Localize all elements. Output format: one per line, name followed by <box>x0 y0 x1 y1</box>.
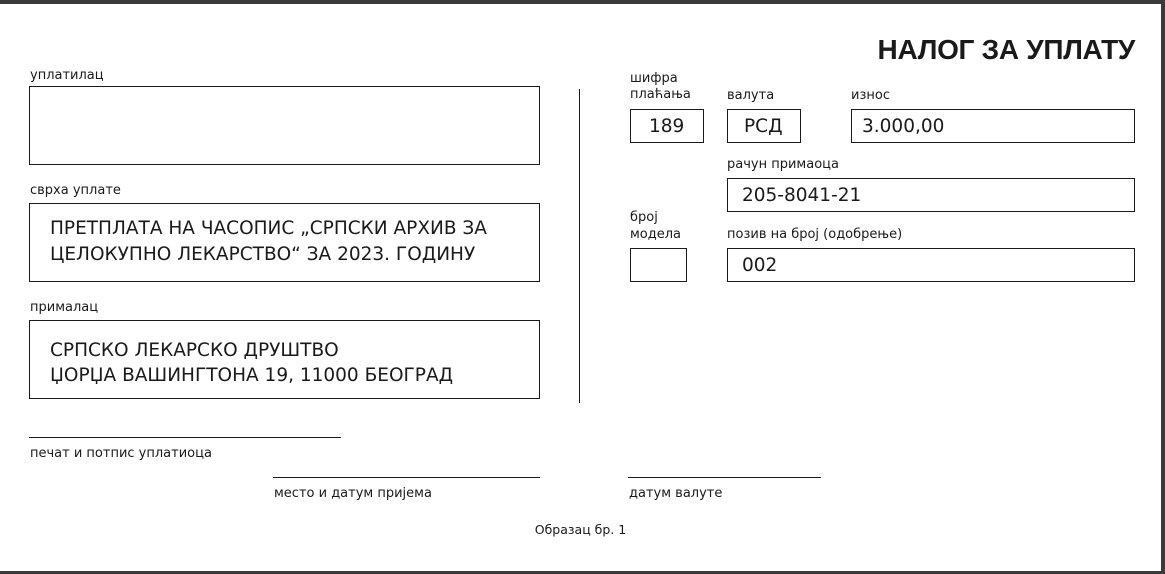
recipient-account-field[interactable] <box>727 178 1135 212</box>
amount-label: износ <box>851 88 890 103</box>
payment-order-form <box>0 4 1161 571</box>
form-title: НАЛОГ ЗА УПЛАТУ <box>877 34 1135 65</box>
amount-field[interactable] <box>851 109 1135 143</box>
column-divider <box>579 89 580 403</box>
place-date-label: место и датум пријема <box>274 486 432 501</box>
signature-line <box>29 437 341 438</box>
amount-value: 3.000,00 <box>862 116 945 137</box>
recipient-label: прималац <box>30 300 99 315</box>
reference-number-value: 002 <box>742 255 778 276</box>
payer-label: уплатилац <box>30 68 104 83</box>
payment-code-label-2: плаћања <box>630 87 691 102</box>
reference-number-label: позив на број (одобрење) <box>727 227 903 242</box>
recipient-account-value: 205-8041-21 <box>742 185 862 206</box>
model-number-field[interactable] <box>630 248 687 282</box>
signature-label: печат и потпис уплатиоца <box>30 446 212 461</box>
payer-field[interactable] <box>29 86 540 165</box>
value-date-label: датум валуте <box>629 486 723 501</box>
purpose-field[interactable] <box>29 203 540 282</box>
model-number-label-1: број <box>630 210 658 225</box>
reference-number-field[interactable] <box>727 248 1135 282</box>
payment-code-value: 189 <box>649 116 685 137</box>
recipient-account-label: рачун примаоца <box>727 157 839 172</box>
payment-code-field[interactable] <box>630 109 704 143</box>
purpose-line-2: ЦЕЛОКУПНО ЛЕКАРСТВО“ ЗА 2023. ГОДИНУ <box>50 244 476 265</box>
recipient-field[interactable] <box>29 320 540 399</box>
currency-field[interactable] <box>727 109 801 143</box>
recipient-line-1: СРПСКО ЛЕКАРСКО ДРУШТВО <box>50 340 339 361</box>
place-date-line <box>273 477 540 478</box>
model-number-label-2: модела <box>630 227 682 242</box>
purpose-label: сврха уплате <box>30 183 121 198</box>
value-date-line <box>628 477 821 478</box>
currency-label: валута <box>727 88 775 103</box>
currency-value: РСД <box>744 116 783 137</box>
payment-code-label-1: шифра <box>630 71 678 86</box>
purpose-line-1: ПРЕТПЛАТА НА ЧАСОПИС „СРПСКИ АРХИВ ЗА <box>50 218 487 239</box>
form-number: Образац бр. 1 <box>534 522 627 537</box>
recipient-line-2: ЏОРЏА ВАШИНГТОНА 19, 11000 БЕОГРАД <box>50 365 454 386</box>
